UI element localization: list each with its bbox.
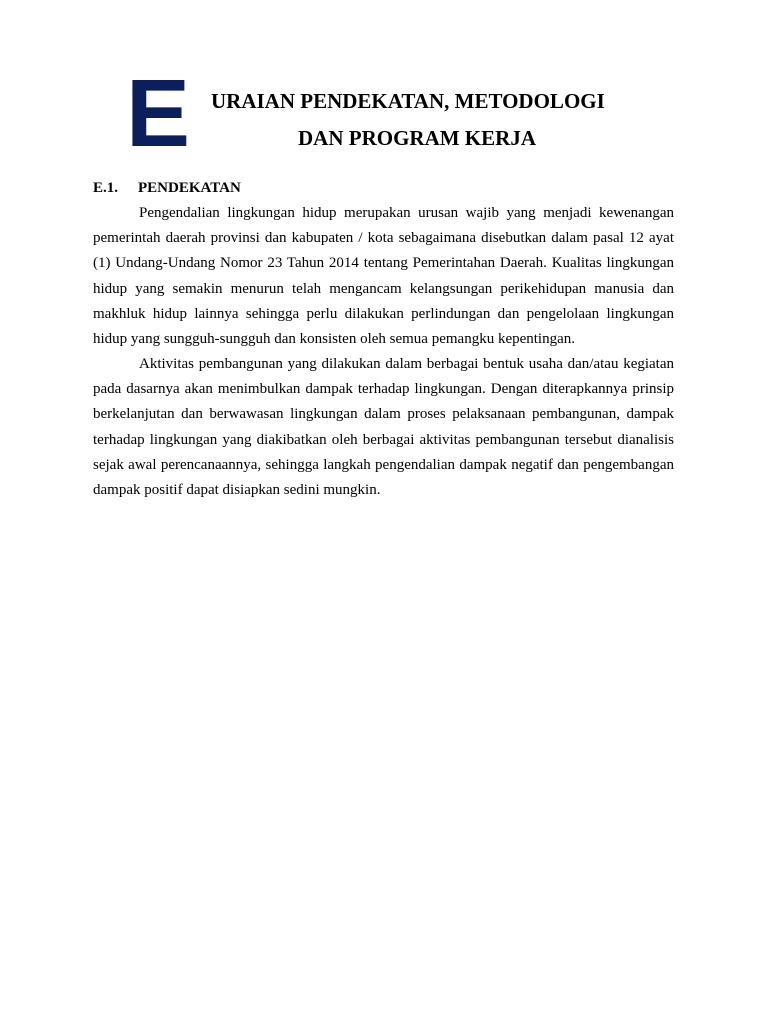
chapter-title-line-2: DAN PROGRAM KERJA — [298, 126, 536, 150]
section-number: E.1. — [93, 180, 119, 196]
chapter-title-line-1: URAIAN PENDEKATAN, METODOLOGI — [211, 89, 605, 113]
paragraph-1-block — [93, 201, 674, 352]
paragraph-2-block — [93, 352, 674, 503]
section-heading — [93, 178, 241, 198]
chapter-letter: E — [126, 60, 191, 167]
paragraph-1: Pengendalian lingkungan hidup merupakan urusan wajib yang menjadi kewenangan pemerintah daerah provinsi dan kabupaten / kota sebagaimana disebutkan dalam pasal 12 ayat (1) Undang-Undang Nomor 23 Tahun 2014 tentang Pemerintahan Daerah. Kualitas lingkungan hidup yang semakin menurun telah mengancam kelangsungan perikehidupan manusia dan makhluk hidup lainnya sehingga perlu dilakukan perlindungan dan pengelolaan lingkungan hidup yang sungguh-sungguh dan konsisten oleh semua pemangku kepentingan. — [93, 205, 674, 348]
paragraph-2: Aktivitas pembangunan yang dilakukan dalam berbagai bentuk usaha dan/atau kegiatan pada dasarnya akan menimbulkan dampak terhadap lingkungan. Dengan diterapkannya prinsip berkelanjutan dan berwawasan lingkungan dalam proses pelaksanaan pembangunan, dampak terhadap lingkungan yang diakibatkan oleh berbagai aktivitas pembangunan tersebut dianalisis sejak awal perencanaannya, sehingga langkah pengendalian dampak negatif dan pengembangan dampak positif dapat disiapkan sedini mungkin. — [93, 356, 674, 499]
section-title: PENDEKATAN — [138, 180, 241, 196]
